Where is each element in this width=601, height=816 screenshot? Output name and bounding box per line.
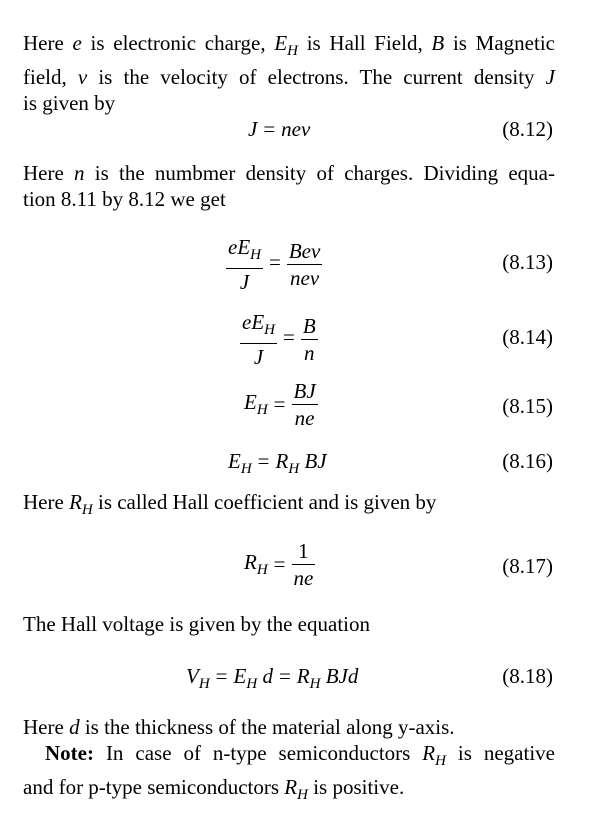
paragraph-3 [23,489,555,523]
para5-line-1: Here d is the thickness of the material along y-axis. [23,715,455,739]
equals-sign: = [278,664,291,688]
intro-line-3: is given by [23,91,116,115]
eq-8-12-rhs: nev [281,117,311,141]
eq-8-14-rhs-fraction: $\frac{B}{n}$ [302,314,316,365]
intro-paragraph [23,30,555,116]
paragraph-2 [23,160,555,212]
eq-number-8-14: (8.14) [502,325,553,349]
equals-sign: = [257,449,270,473]
para4-line-1: The Hall voltage is given by the equation [23,612,370,636]
eq-8-13-lhs-fraction: $\frac{eE_H}{J}$ [228,235,261,294]
eq-8-14-lhs-fraction: $\frac{eE_H}{J}$ [242,310,275,369]
eq-8-13-rhs-fraction: $\frac{\text{Bev}}{\text{nev}}$ [288,239,321,290]
eq-number-8-15: (8.15) [502,394,553,418]
equals-sign: = [263,117,276,141]
eq-8-15-rhs-fraction: $\frac{BJ}{ne}$ [293,379,316,430]
eq-number-8-18: (8.18) [502,664,553,688]
eq-8-12-lhs: J [248,117,258,141]
eq-number-8-13: (8.13) [502,250,553,274]
para3-line-1: Here $R_H$ is called Hall coefficient and is given by [23,490,437,518]
para5-line-3: and for p-type semiconductors $R_H$ is positive. [23,775,405,803]
paragraph-5 [23,714,555,808]
para2-line-1: Here n is the numbmer density of charges. Dividing equa- [23,161,555,185]
eq-number-8-16: (8.16) [502,449,553,473]
equals-sign: = [273,552,286,576]
eq-number-8-12: (8.12) [502,117,553,141]
equals-sign: = [283,325,295,350]
para5-line-2: Note: In case of n-type semiconductors $R_H$ is negative [45,741,555,769]
equals-sign: = [273,392,286,416]
intro-line-1: Here e is electronic charge, $E_H$ is Hall Field, B is Magnetic [23,31,555,59]
eq-number-8-17: (8.17) [502,554,553,578]
equals-sign: = [269,250,281,275]
eq-8-17-rhs-fraction: $\frac{1}{ne}$ [293,539,314,590]
equals-sign: = [215,664,228,688]
para2-line-2: tion 8.11 by 8.12 we get [23,187,226,211]
paragraph-4 [23,611,555,637]
intro-line-2: field, v is the velocity of electrons. The current density J [23,65,555,89]
note-label: Note: [45,741,94,765]
